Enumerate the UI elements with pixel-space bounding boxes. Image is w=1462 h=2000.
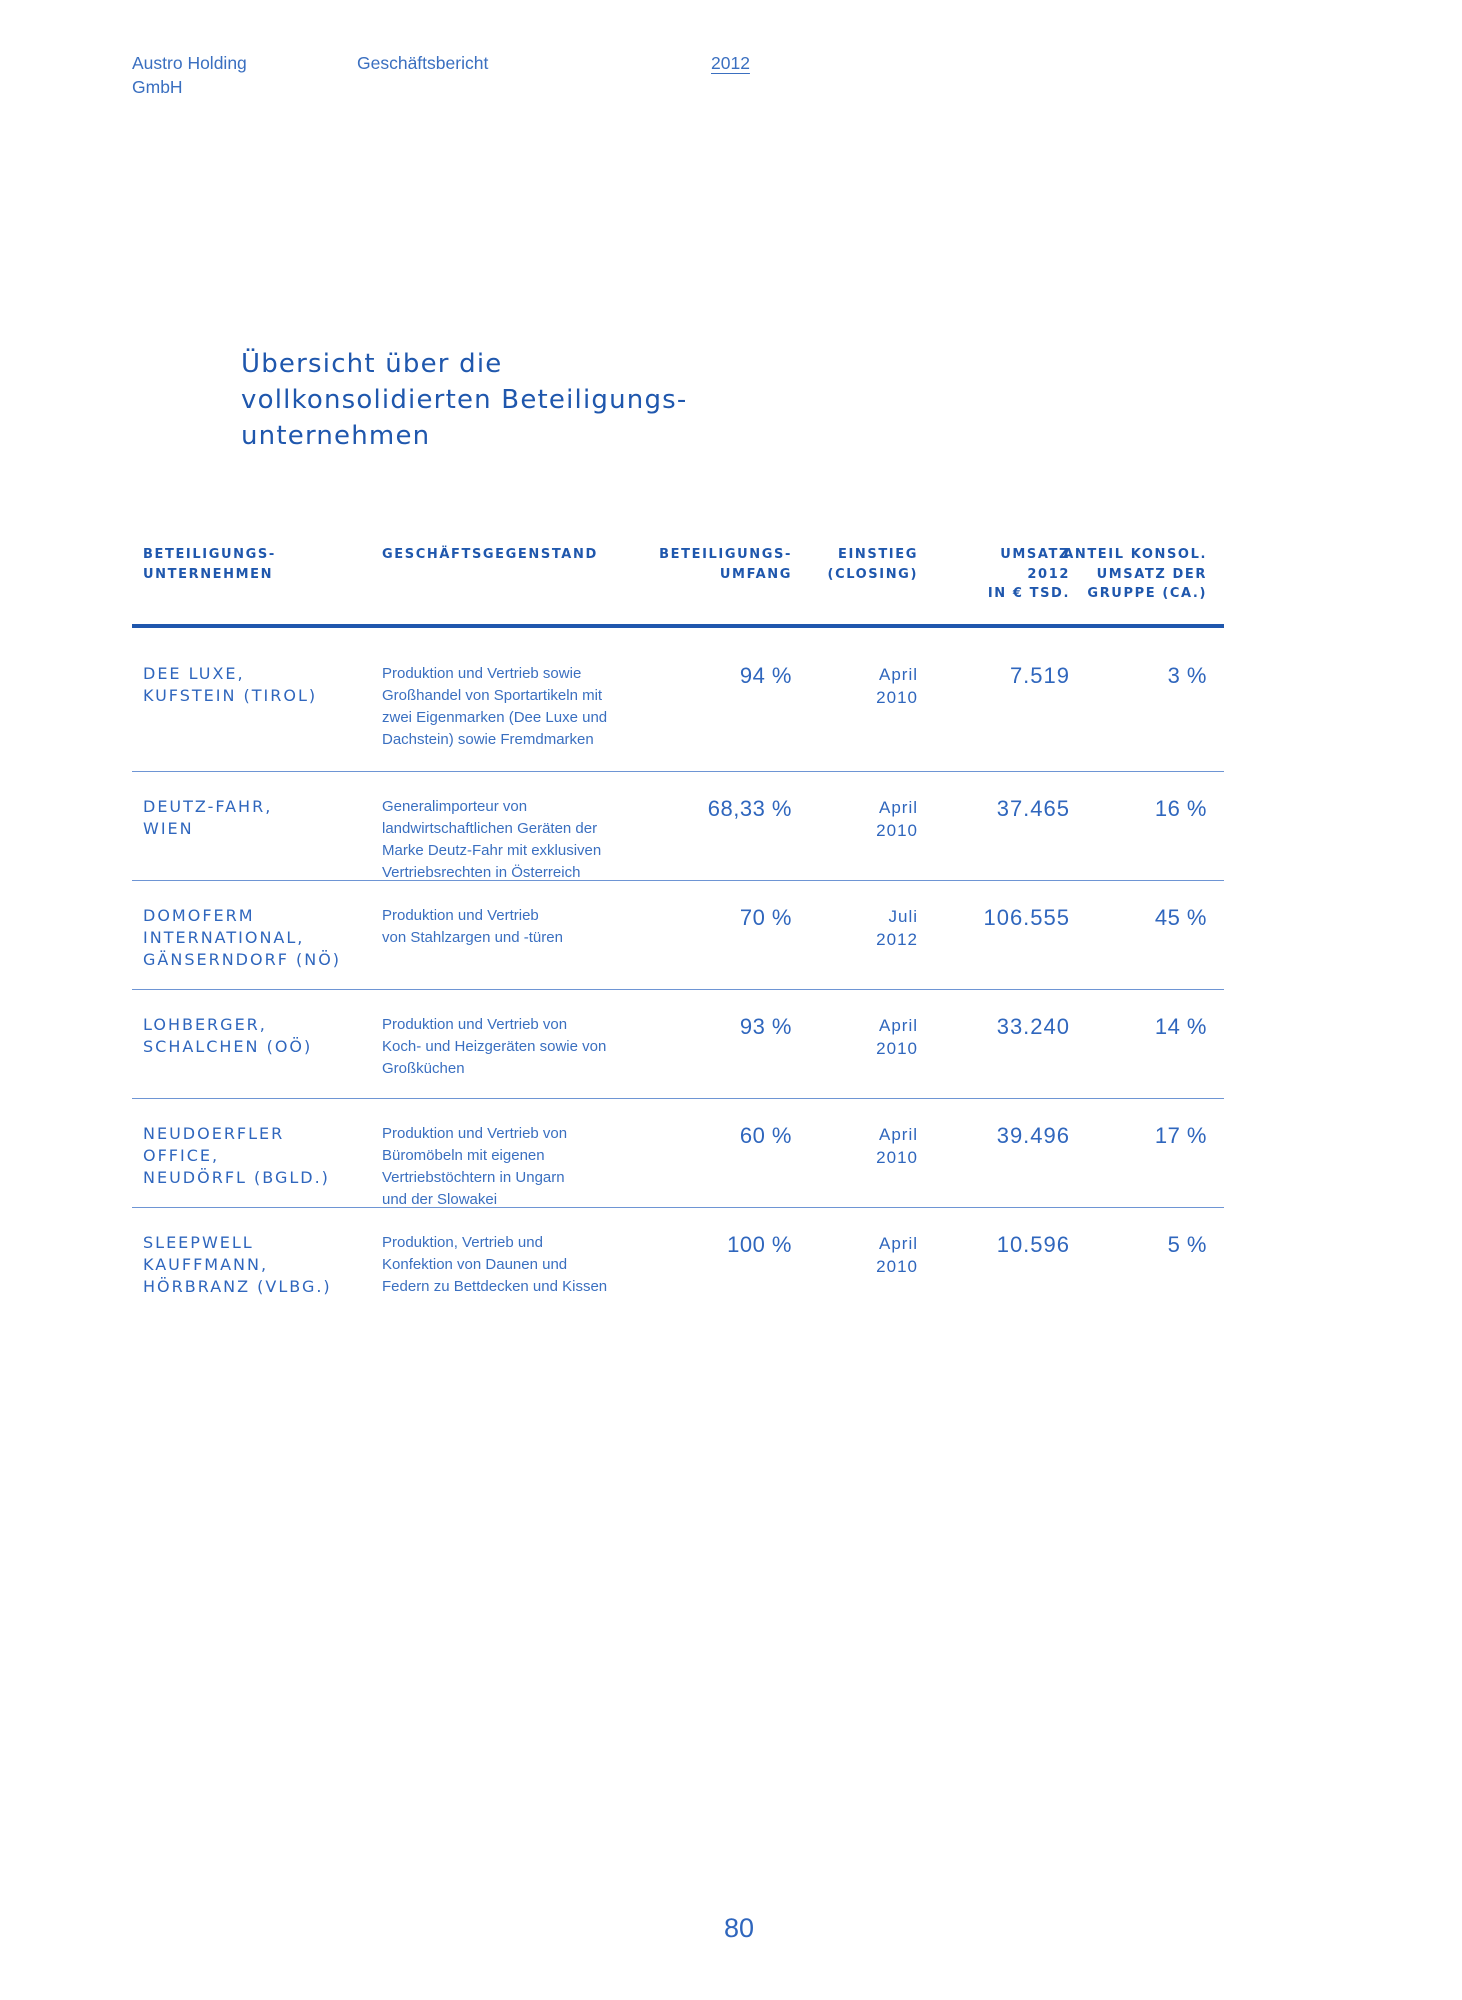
table-row: [132, 663, 1224, 771]
page-number: 80: [724, 1913, 755, 1943]
company-name: Austro Holding GmbH: [132, 53, 247, 97]
share-cell: 68,33 %: [707, 796, 792, 821]
holdings-table: [132, 545, 1224, 1296]
entry-cell: April 2010: [876, 1016, 918, 1058]
table-row: [132, 771, 1224, 880]
revenue-cell: 106.555: [983, 905, 1070, 930]
group-share-cell: 3 %: [1167, 663, 1207, 688]
company-cell: NEUDOERFLER OFFICE, NEUDÖRFL (BGLD.): [143, 1124, 330, 1187]
group-share-cell: 17 %: [1154, 1123, 1207, 1148]
title-line: vollkonsolidierten Beteiligungs-: [241, 385, 688, 415]
document-title: Geschäftsbericht: [357, 53, 489, 73]
group-share-cell: 45 %: [1154, 905, 1207, 930]
column-header-revenue: UMSATZ 2012 IN € TSD.: [987, 547, 1070, 601]
company-cell: LOHBERGER, SCHALCHEN (OÖ): [143, 1015, 313, 1056]
column-header-business: GESCHÄFTSGEGENSTAND: [382, 547, 598, 562]
share-cell: 70 %: [739, 905, 792, 930]
business-cell: Produktion und Vertrieb sowie Großhandel von Sportartikeln mit zwei Eigenmarken (Dee Luxe und Dachstein) sowie Fremdmarken: [382, 665, 608, 748]
entry-cell: April 2010: [876, 798, 918, 840]
table-row: [132, 1207, 1224, 1316]
table-row: [132, 880, 1224, 989]
table-header: [132, 545, 1224, 623]
column-header-group-share: ANTEIL KONSOL. UMSATZ DER GRUPPE (CA.): [1063, 547, 1207, 601]
column-header-share: BETEILIGUNGS- UMFANG: [659, 547, 792, 582]
header-divider: [132, 624, 1224, 628]
business-cell: Produktion und Vertrieb von Büromöbeln mit eigenen Vertriebstöchtern in Ungarn und der Slowakei: [382, 1125, 568, 1208]
title-line: Übersicht über die: [241, 349, 503, 379]
entry-cell: April 2010: [876, 665, 918, 707]
business-cell: Generalimporteur von landwirtschaftlichen Geräten der Marke Deutz-Fahr mit exklusiven Vertriebsrechten in Österreich: [382, 798, 602, 881]
revenue-cell: 10.596: [996, 1232, 1070, 1257]
group-share-cell: 14 %: [1154, 1014, 1207, 1039]
column-header-company: BETEILIGUNGS- UNTERNEHMEN: [143, 547, 276, 582]
revenue-cell: 33.240: [996, 1014, 1070, 1039]
entry-cell: April 2010: [876, 1234, 918, 1276]
revenue-cell: 37.465: [996, 796, 1070, 821]
share-cell: 94 %: [739, 663, 792, 688]
share-cell: 100 %: [727, 1232, 792, 1257]
share-cell: 93 %: [739, 1014, 792, 1039]
entry-cell: Juli 2012: [876, 907, 918, 949]
business-cell: Produktion, Vertrieb und Konfektion von Daunen und Federn zu Bettdecken und Kissen: [382, 1234, 608, 1295]
report-year-link[interactable]: 2012: [711, 53, 750, 73]
group-share-cell: 5 %: [1167, 1232, 1207, 1257]
group-share-cell: 16 %: [1154, 796, 1207, 821]
company-cell: SLEEPWELL KAUFFMANN, HÖRBRANZ (VLBG.): [143, 1233, 332, 1296]
table-row: [132, 989, 1224, 1098]
company-cell: DOMOFERM INTERNATIONAL, GÄNSERNDORF (NÖ): [143, 906, 342, 969]
table-row: [132, 1098, 1224, 1207]
company-cell: DEUTZ-FAHR, WIEN: [143, 797, 273, 838]
business-cell: Produktion und Vertrieb von Koch- und Heizgeräten sowie von Großküchen: [382, 1016, 607, 1077]
title-line: unternehmen: [241, 421, 431, 451]
page-title: [241, 346, 801, 454]
revenue-cell: 7.519: [1009, 663, 1070, 688]
table-body: [132, 663, 1224, 1316]
share-cell: 60 %: [739, 1123, 792, 1148]
revenue-cell: 39.496: [996, 1123, 1070, 1148]
entry-cell: April 2010: [876, 1125, 918, 1167]
company-cell: DEE LUXE, KUFSTEIN (TIROL): [143, 664, 318, 705]
column-header-entry: EINSTIEG (CLOSING): [827, 547, 918, 582]
business-cell: Produktion und Vertrieb von Stahlzargen und -türen: [382, 907, 563, 946]
